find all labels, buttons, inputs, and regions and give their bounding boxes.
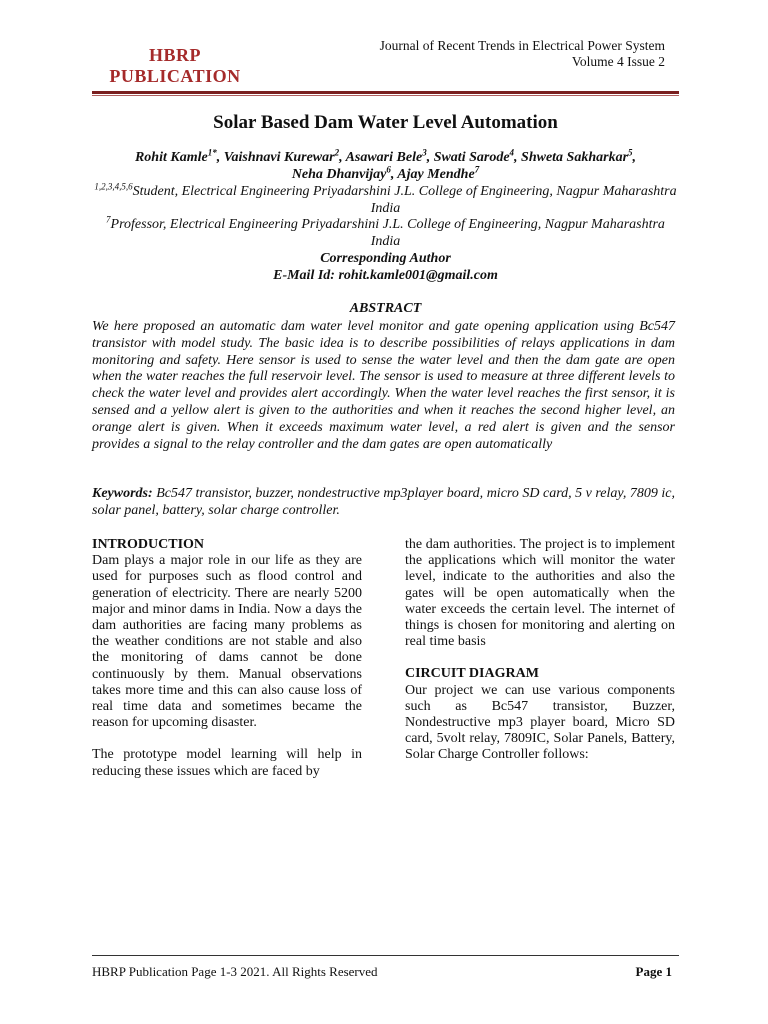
header-rule-thin (92, 95, 679, 96)
author-affiliation-sup: 4 (509, 147, 515, 158)
affiliation-professor (92, 214, 679, 250)
introduction-heading: INTRODUCTION (92, 537, 205, 552)
affiliation-students-sup: 1,2,3,4,5,6 (94, 181, 133, 192)
keywords-label: Keywords: (92, 486, 153, 501)
author-separator: , (390, 166, 398, 182)
left-column (92, 537, 362, 780)
author-affiliation-sup: 6 (386, 163, 391, 174)
author-affiliation-sup: 7 (474, 163, 480, 174)
journal-name: Journal of Recent Trends in Electrical Power System (379, 38, 665, 53)
author-name: Ajay Mendhe (397, 166, 475, 182)
page-number: Page 1 (635, 964, 672, 979)
keywords (92, 486, 675, 520)
right-column (405, 537, 675, 764)
abstract-text: We here proposed an automatic dam water level monitor and gate opening application using Bc547 transistor with model study. The basic idea is to describe possibilities of relays applications in dam monitoring and safety. Here sensor is used to sense the water level and then the dam gate are open when the water reaches the full reservoir level. The sensor is used to measure at three different levels to check the water level and provides alert accordingly. When the water level reaches the first sensor, it is sensed and a yellow alert is given to the authorities and when it reaches the second higher level, an orange alert is given. When it exceeds maximum water level, a red alert is given and the sensor provides a signal to the relay controller and the dam gates are open automatically (92, 319, 675, 452)
author-affiliation-sup: 5 (628, 147, 633, 158)
introduction-continued: the dam authorities. The project is to implement the applications which will monitor the water level, indicate to the authorities and also the gates will be open automatically when the water exceeds the certain level. The internet of things is chosen for monitoring and alerting on real time basis (405, 537, 675, 650)
author-name: Vaishnavi Kurewar (223, 150, 335, 165)
logo-line-1: HBRP (148, 45, 201, 65)
journal-volume: Volume 4 Issue 2 (571, 54, 665, 69)
author-separator: , (514, 150, 522, 165)
author-separator: , (426, 150, 434, 165)
paper-title: Solar Based Dam Water Level Automation (213, 112, 558, 133)
author-affiliation-sup: 2 (334, 147, 340, 158)
journal-header (245, 38, 665, 70)
logo-line-2: PUBLICATION (109, 66, 241, 86)
author-separator: , (339, 150, 346, 165)
author-name: Swati Sarode (433, 150, 510, 165)
footer-rule (92, 955, 679, 956)
author-name: Neha Dhanvijay (291, 166, 387, 182)
author-separator: , (632, 150, 637, 165)
keywords-text: Bc547 transistor, buzzer, nondestructive mp3player board, micro SD card, 5 v relay, 7809 ic, solar panel, battery, solar charge controller. (92, 486, 675, 518)
affiliation-students-text: Student, Electrical Engineering Priyadarshini J.L. College of Engineering, Nagpur Maharashtra India (132, 184, 677, 216)
author-name: Shweta Sakharkar (521, 150, 629, 165)
abstract-heading: ABSTRACT (349, 301, 422, 316)
footer-copyright: HBRP Publication Page 1-3 2021. All Rights Reserved (92, 964, 378, 979)
author-email: E-Mail Id: rohit.kamle001@gmail.com (273, 268, 498, 283)
author-name: Rohit Kamle (134, 150, 208, 165)
affiliation-professor-sup: 7 (106, 214, 111, 225)
author-list (92, 147, 679, 183)
circuit-diagram-paragraph: Our project we can use various components such as Bc547 transistor, Buzzer, Nondestructive mp3 player board, Micro SD card, 5volt relay, 7809IC, Solar Panels, Battery, Solar Charge Controller follows: (405, 682, 675, 763)
author-name: Asawari Bele (345, 150, 423, 165)
circuit-diagram-heading: CIRCUIT DIAGRAM (405, 666, 539, 682)
corresponding-author: Corresponding Author (320, 251, 451, 266)
affiliation-professor-text: Professor, Electrical Engineering Priyadarshini J.L. College of Engineering, Nagpur Maharashtra India (110, 217, 665, 249)
introduction-paragraph-2: The prototype model learning will help in reducing these issues which are faced by (92, 747, 362, 779)
header-rule (92, 91, 679, 94)
author-separator: , (216, 150, 224, 165)
author-affiliation-sup: 1* (207, 147, 217, 158)
introduction-paragraph-1: Dam plays a major role in our life as they are used for purposes such as flood control and generation of electricity. There are nearly 5200 major and minor dams in India. Now a days the dam authorities are facing many problems as the weather conditions are not stable and also the monitoring of dams cannot be done continuously by them. Manual observations takes more time and this can also cause loss of real time data and sometimes became the reason for upcoming disaster. (92, 553, 362, 731)
publisher-logo (105, 45, 245, 87)
affiliation-students (92, 181, 679, 217)
author-affiliation-sup: 3 (422, 147, 427, 158)
